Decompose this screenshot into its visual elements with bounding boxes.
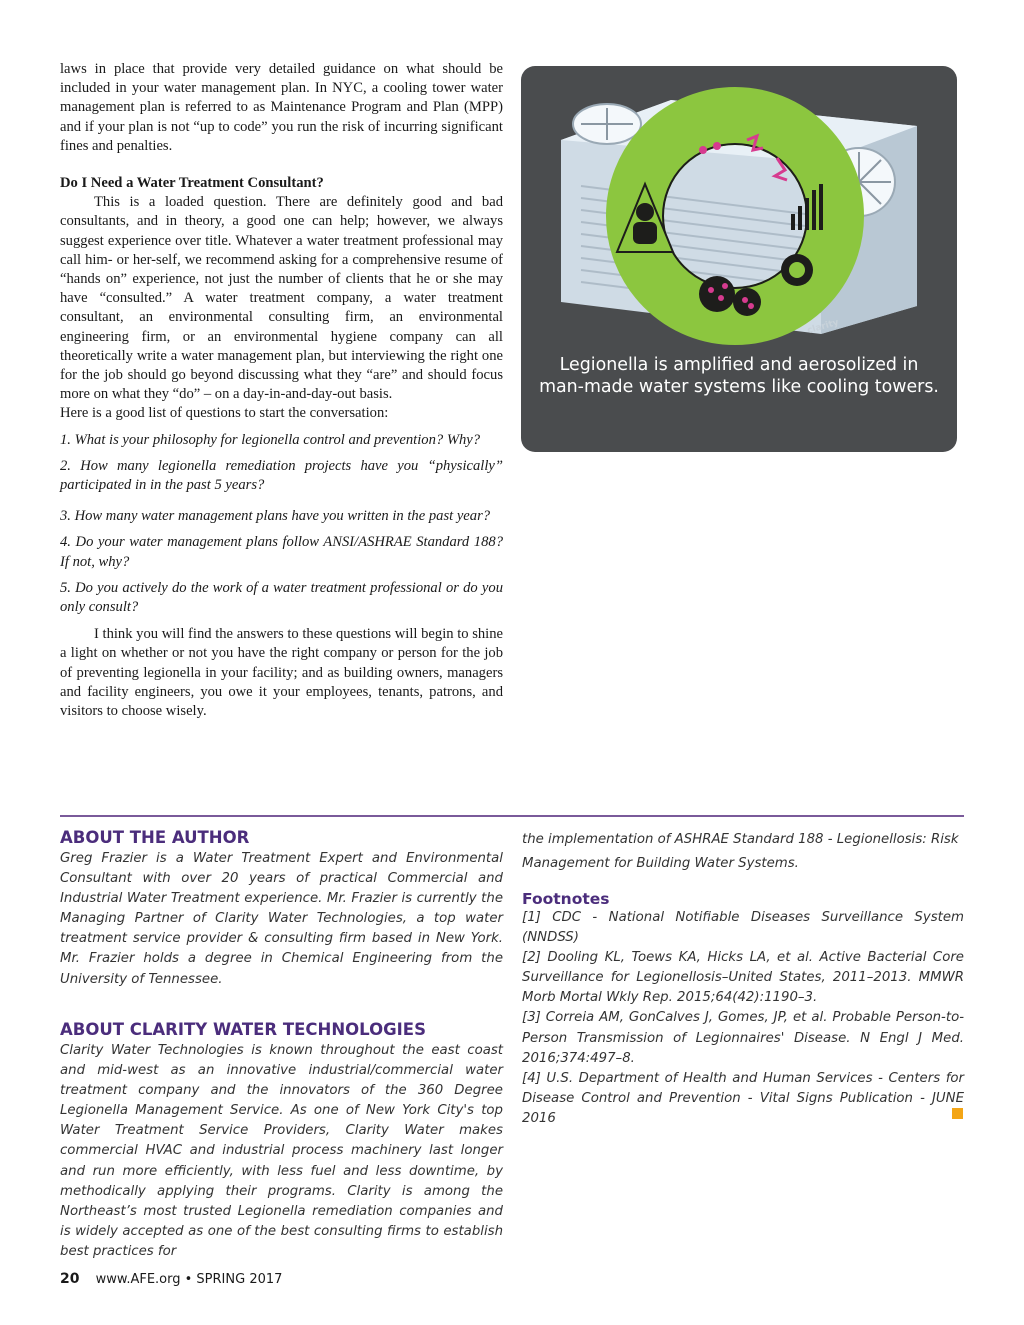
- right-column: [522, 828, 964, 1129]
- caption-line: man-made water systems like cooling towers.: [539, 377, 939, 397]
- intro-paragraph: laws in place that provide very detailed guidance on what should be included in your water management plan. In NYC, a cooling tower water management plan is referred to as Maintenance Program and Plan (MPP) and if your plan is not “up to code” you run the risk of incurring significant fines and penalties.: [60, 61, 503, 154]
- page-footer: [60, 1271, 282, 1287]
- end-of-article-mark: [952, 1108, 963, 1119]
- about-author-heading: ABOUT THE AUTHOR: [60, 828, 250, 847]
- footnote-item: [2] Dooling KL, Toews KA, Hicks LA, et al. Active Bacterial Core Surveillance for Legionellosis–United States, 2011–2013. MMWR Morb Mortal Wkly Rep. 2015;64(42):1190–3.: [522, 950, 964, 1006]
- about-clarity-body: Clarity Water Technologies is known throughout the east coast and mid-west as an innovative industrial/commercial water treatment company and the innovators of the 360 Degree Legionella Management Service. As one of New York City's top Water Treatment Service Providers, Clarity Water makes commercial HVAC and industrial process machinery last longer and run more efficiently, with less fuel and less downtime, by methodically applying their programs. Clarity is among the Northeast’s most trusted Legionella remediation companies and is widely accepted as one of the best consulting firms to establish best practices for: [60, 1043, 503, 1259]
- caption-line: Legionella is amplified and aerosolized in: [559, 355, 919, 375]
- publication-info: www.AFE.org • SPRING 2017: [95, 1272, 283, 1287]
- question-item: 5. Do you actively do the work of a water treatment professional or do you only consult?: [60, 579, 503, 616]
- about-author-section: [60, 828, 503, 990]
- question-item: 1. What is your philosophy for legionella control and prevention? Why?: [60, 431, 481, 448]
- clarity-brand-mark: clarity: [806, 317, 840, 337]
- article-body: [60, 60, 503, 721]
- closing-paragraph: I think you will find the answers to these questions will begin to shine a light on whether or not you have the right company or person for the job of preventing legionella in your facility; and as building owners, managers and facility engineers, you owe it your employees, tenants, patrons, and visitors to choose wisely.: [60, 626, 503, 720]
- section-divider: [60, 815, 964, 817]
- person-icon: [633, 203, 657, 244]
- about-clarity-section: [60, 1020, 503, 1262]
- about-author-body: Greg Frazier is a Water Treatment Expert and Environmental Consultant with over 20 years of practical Commercial and Industrial Water Treatment experience. Mr. Frazier is currently the Managing Partner of Clarity Water Technologies, a top water treatment service provider & consulting firm based in New York. Mr. Frazier holds a degree in Chemical Engineering from the University of Tennessee.: [60, 851, 503, 987]
- section-paragraph: This is a loaded question. There are definitely good and bad consultants, and in theory, a good one can help; however, we always suggest experience over title. Whatever a water treatment professional may call him- or her-self, we recommend asking for a comprehensive resume of “hands on” experience, not just the number of clients that he or she may have “consulted.” A water treatment company, a water treatment consultant, an environmental consulting firm, an environmental engineering firm, or an environmental hygiene company can all theoretically write a water management plan, but interviewing the right one for the job should go beyond discussing what they “are” and should focus more on what they “do” – on a day-in-and-day-out basis.: [60, 194, 503, 403]
- page-number: 20: [60, 1271, 80, 1287]
- legionella-figure: [521, 66, 957, 452]
- question-item: 2. How many legionella remediation projects have you “physically” participated in in the past 5 years?: [60, 457, 503, 494]
- question-item: 4. Do your water management plans follow ANSI/ASHRAE Standard 188? If not, why?: [60, 534, 503, 570]
- section-heading: Do I Need a Water Treatment Consultant?: [60, 175, 324, 192]
- footnote-item: [4] U.S. Department of Health and Human Services - Centers for Disease Control and Prevention - Vital Signs Publication - JUNE 2016: [522, 1070, 964, 1126]
- footnote-item: [3] Correia AM, GonCalves J, Gomes, JP, et al. Probable Person-to-Person Transmission of Legionnaires' Disease. N Engl J Med. 2016;374:497–8.: [522, 1010, 964, 1066]
- footnote-item: [1] CDC - National Notifiable Diseases Surveillance System (NNDSS): [522, 910, 964, 946]
- list-intro: Here is a good list of questions to start the conversation:: [60, 405, 389, 422]
- figure-caption: [521, 354, 957, 398]
- question-item: 3. How many water management plans have you written in the past year?: [60, 508, 491, 525]
- continuation-text: the implementation of ASHRAE Standard 188 - Legionellosis: Risk Management for Building Water Systems.: [522, 832, 959, 871]
- about-clarity-heading: ABOUT CLARITY WATER TECHNOLOGIES: [60, 1020, 426, 1039]
- amoeba-icon: [781, 254, 813, 286]
- fan-icon: [573, 104, 641, 144]
- footnotes-heading: Footnotes: [522, 890, 610, 908]
